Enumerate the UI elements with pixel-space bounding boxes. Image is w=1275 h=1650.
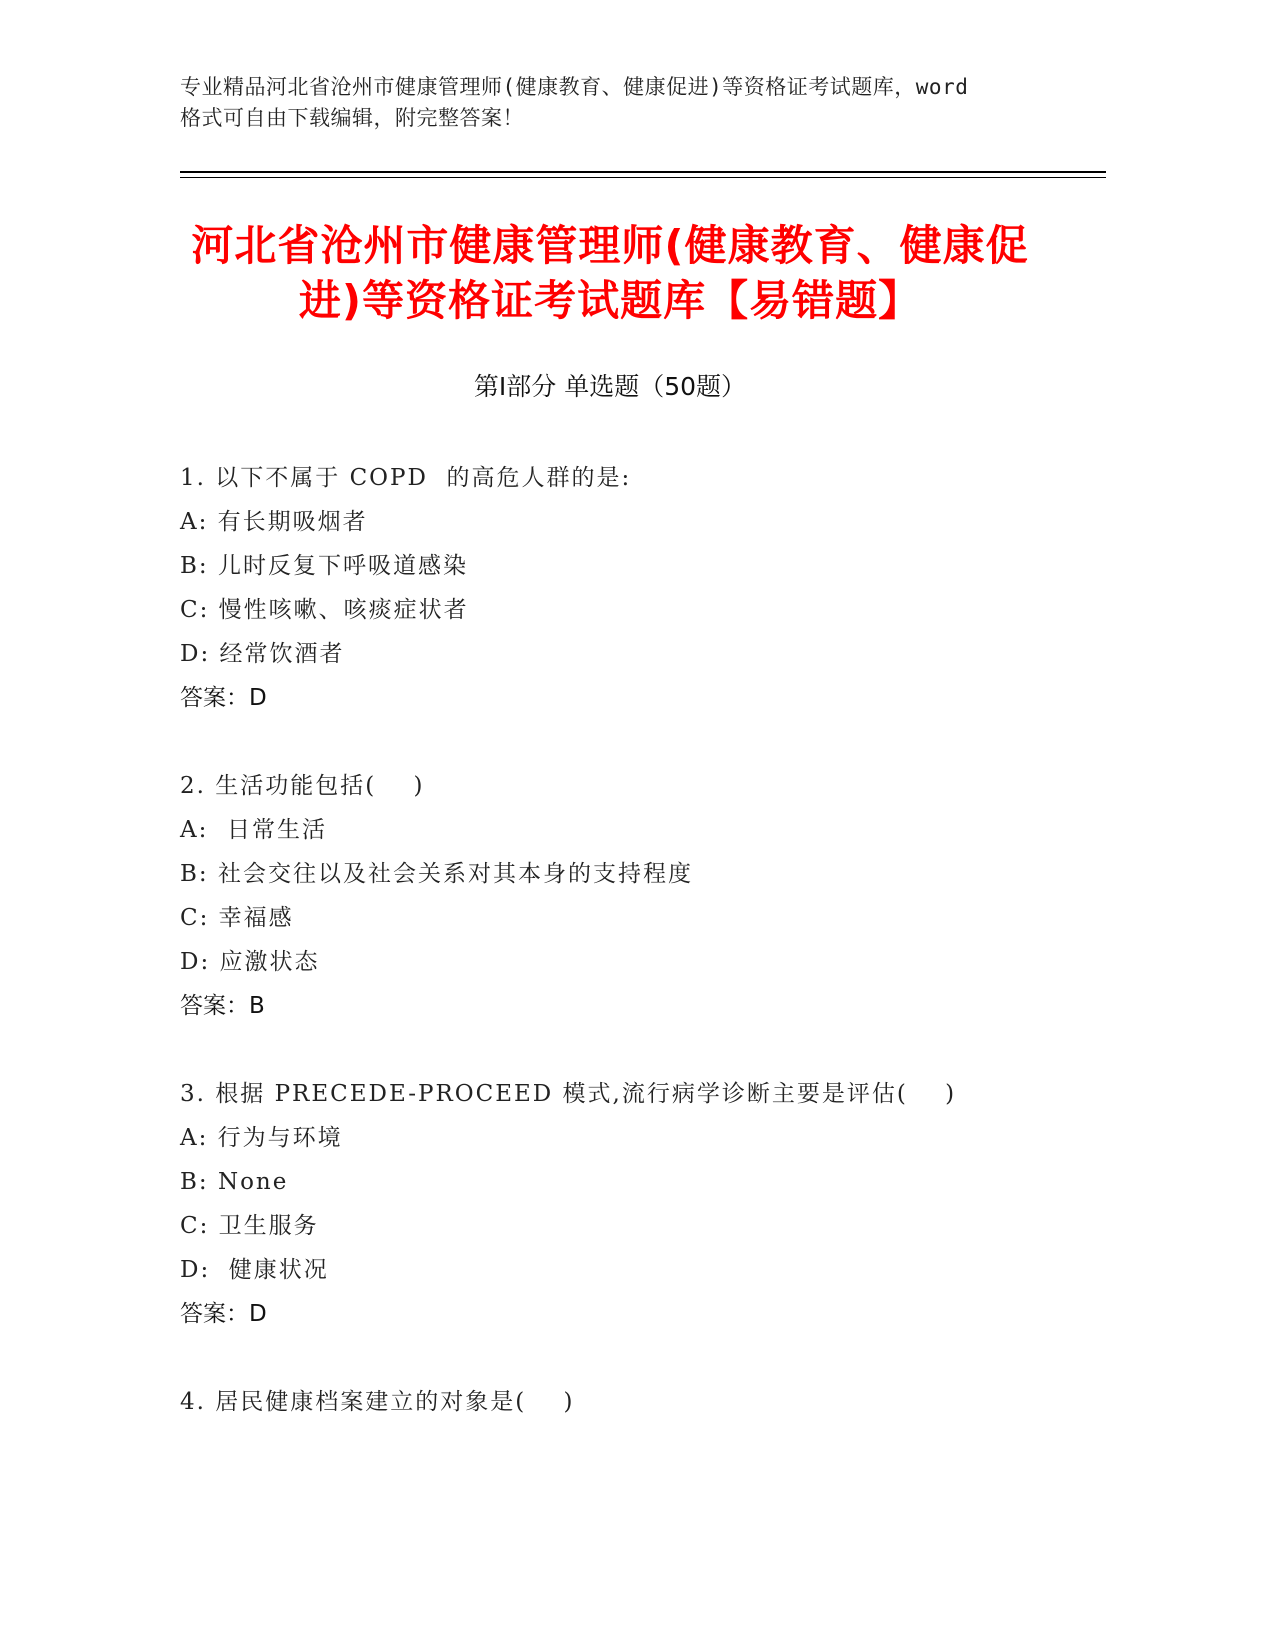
answer-key: 答案：D (180, 1301, 267, 1327)
document-title-line-2: 进)等资格证考试题库【易错题】 (298, 276, 922, 325)
answer-key: 答案：D (180, 685, 267, 711)
header-divider-thin (180, 177, 1106, 178)
header-divider-thick (180, 171, 1106, 173)
answer-key: 答案：B (180, 993, 265, 1019)
question-stem: 2. 生活功能包括( ) (180, 773, 425, 799)
question-stem: 3. 根据 PRECEDE-PROCEED 模式,流行病学诊断主要是评估( ) (180, 1081, 957, 1107)
document-title-line-1: 河北省沧州市健康管理师(健康教育、健康促 (191, 221, 1029, 270)
option-c: C: 卫生服务 (180, 1213, 319, 1239)
option-a: A: 行为与环境 (180, 1125, 343, 1151)
option-d: D: 应激状态 (180, 949, 320, 975)
option-b: B: None (180, 1169, 289, 1195)
question-list (180, 456, 1100, 1468)
question-2 (180, 764, 1100, 1028)
option-a: A: 日常生活 (180, 817, 327, 843)
option-c: C: 幸福感 (180, 905, 294, 931)
header-note-line-2: 格式可自由下载编辑，附完整答案！ (180, 106, 524, 130)
question-3 (180, 1072, 1100, 1336)
option-c: C: 慢性咳嗽、咳痰症状者 (180, 597, 469, 623)
option-a: A: 有长期吸烟者 (180, 509, 368, 535)
section-title: 第Ⅰ部分 单选题（50题） (473, 372, 747, 401)
question-4 (180, 1380, 1100, 1424)
option-b: B: 儿时反复下呼吸道感染 (180, 553, 468, 579)
document-title (180, 218, 1040, 328)
option-b: B: 社会交往以及社会关系对其本身的支持程度 (180, 861, 693, 887)
option-d: D: 经常饮酒者 (180, 641, 345, 667)
question-1 (180, 456, 1100, 720)
question-stem: 4. 居民健康档案建立的对象是( ) (180, 1389, 575, 1415)
header-note-line-1: 专业精品河北省沧州市健康管理师(健康教育、健康促进)等资格证考试题库，word (180, 75, 969, 99)
question-stem: 1. 以下不属于 COPD 的高危人群的是: (180, 465, 632, 491)
option-d: D: 健康状况 (180, 1257, 329, 1283)
header-note (180, 72, 1060, 134)
